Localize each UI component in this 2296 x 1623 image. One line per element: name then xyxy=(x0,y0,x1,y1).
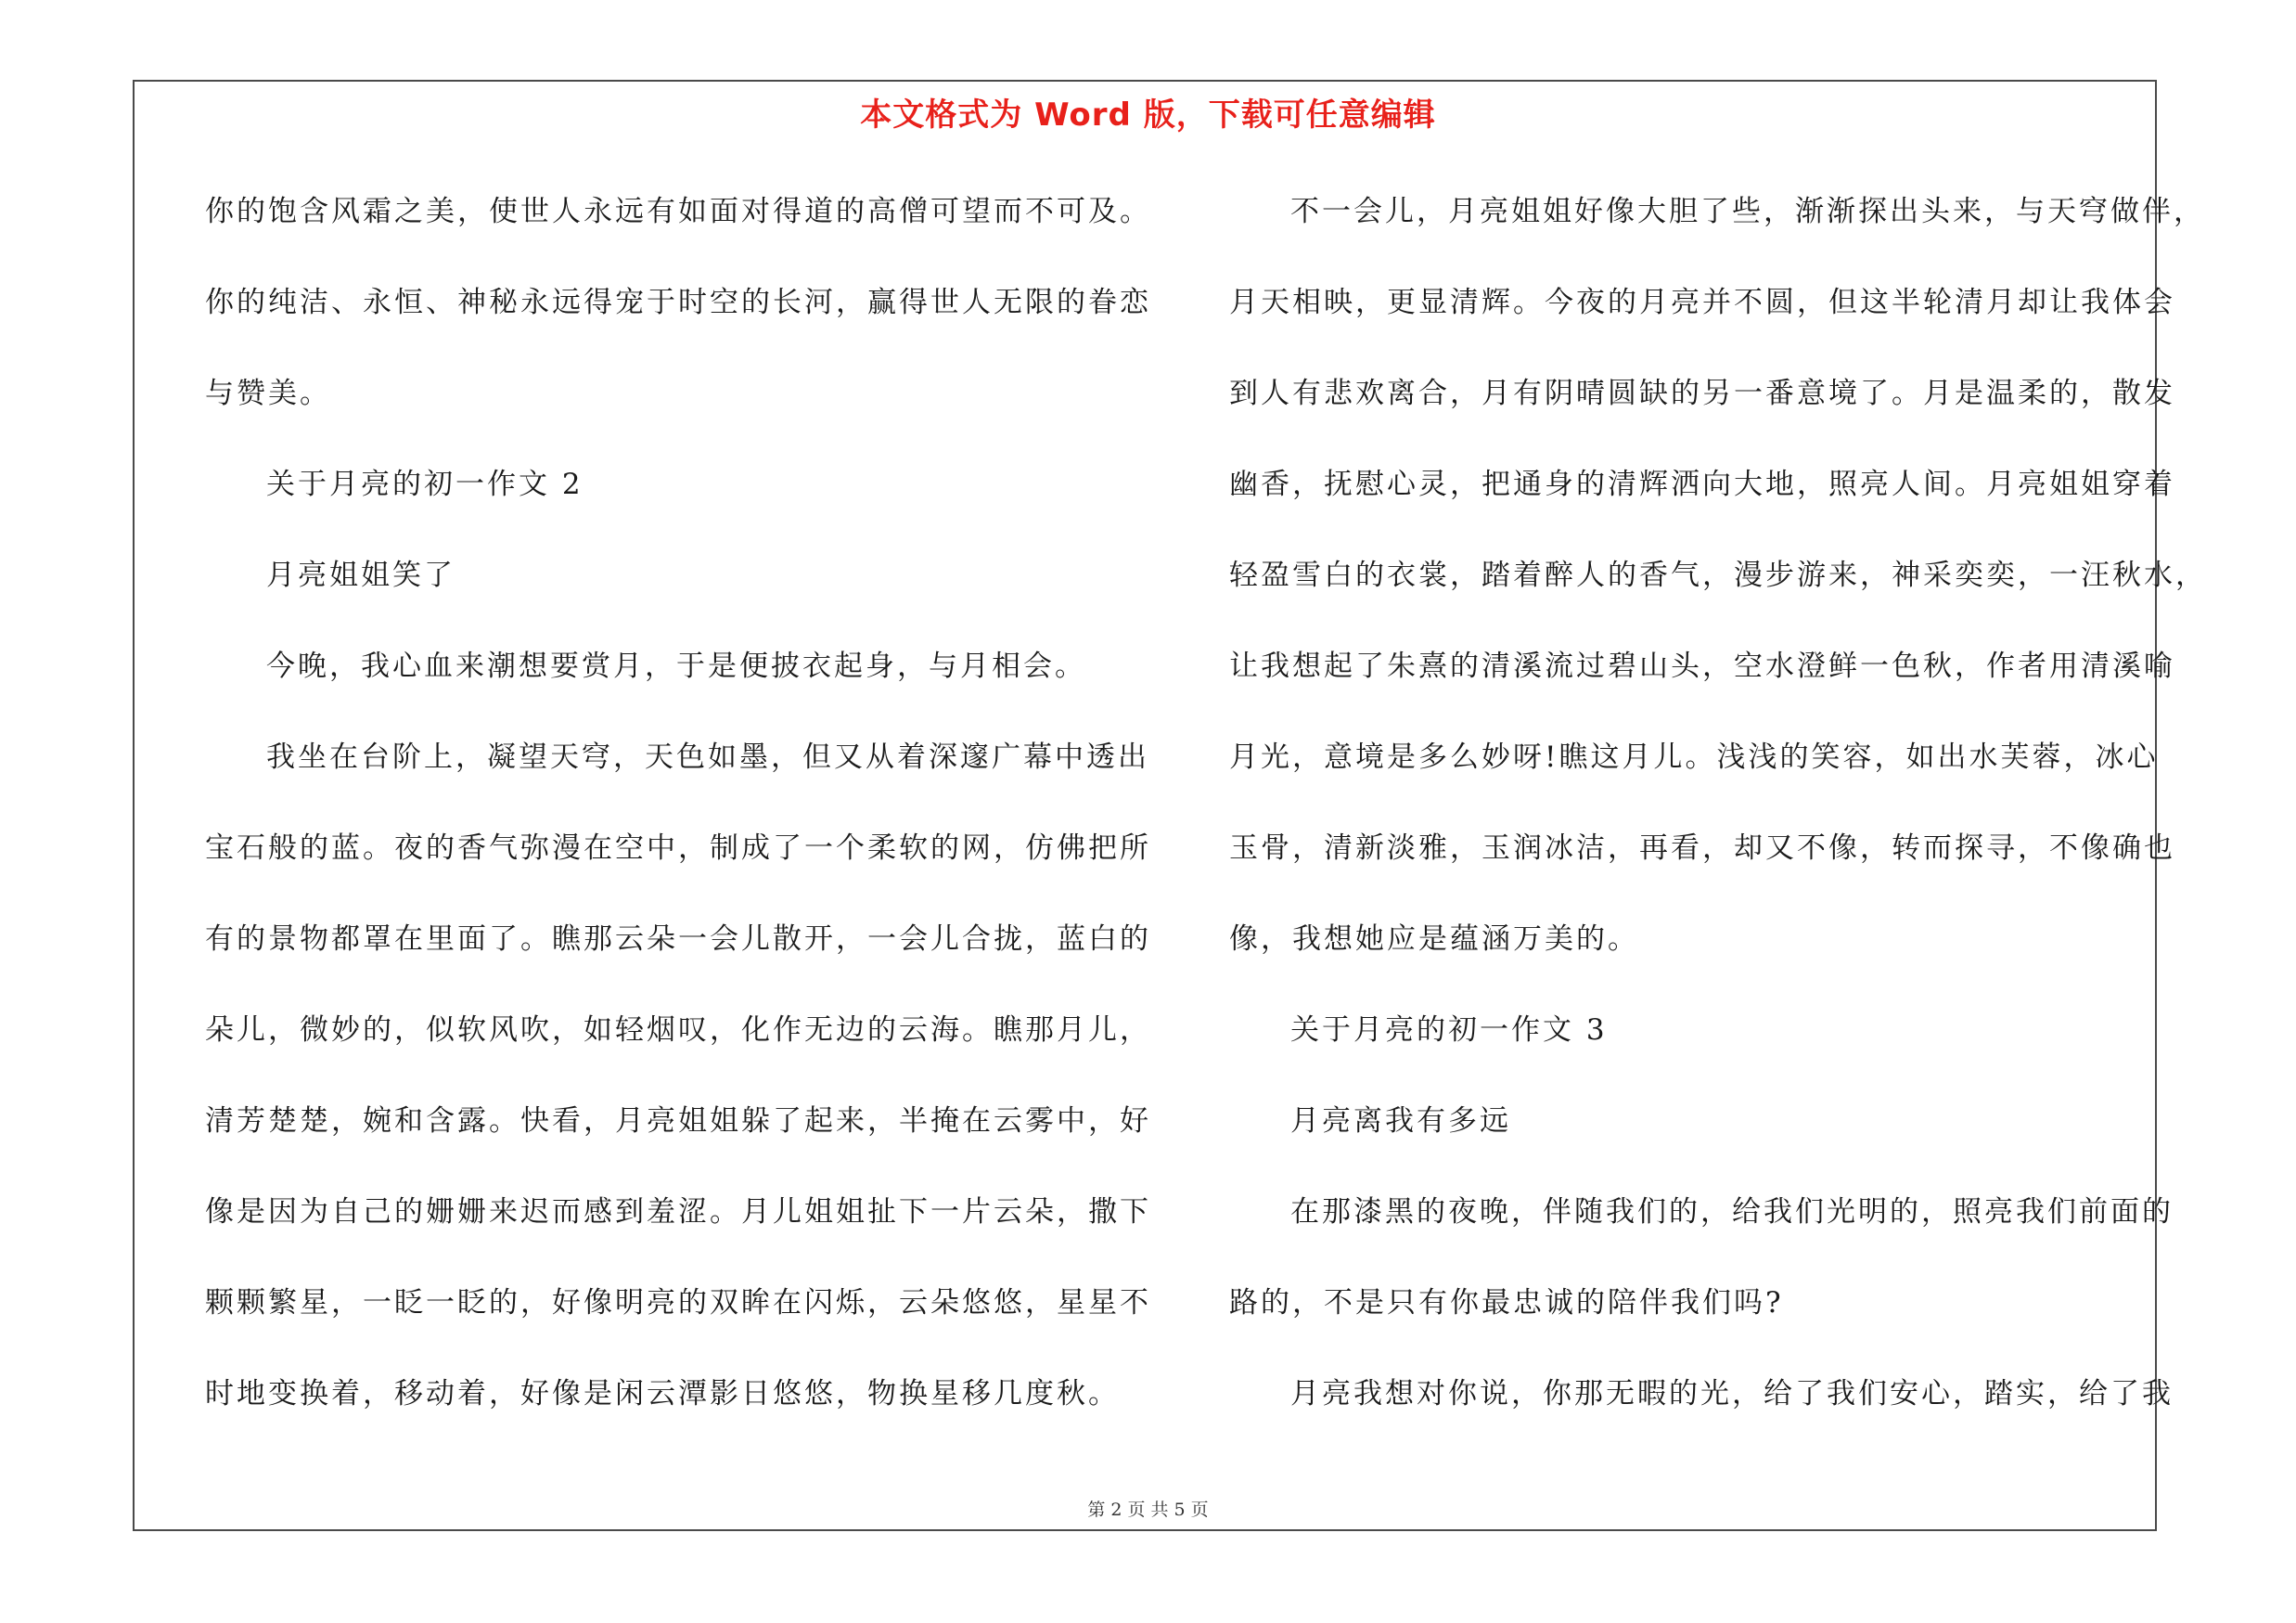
text-line: 朵儿，微妙的，似软风吹，如轻烟叹，化作无边的云海。瞧那月儿， xyxy=(205,1013,1151,1047)
text-line: 月光，意境是多么妙呀!瞧这月儿。浅浅的笑容，如出水芙蓉，冰心 xyxy=(1229,741,2159,774)
text-line: 颗颗繁星，一眨一眨的，好像明亮的双眸在闪烁，云朵悠悠，星星不 xyxy=(205,1286,1151,1320)
text-line: 时地变换着，移动着，好像是闲云潭影日悠悠，物换星移几度秋。 xyxy=(205,1377,1120,1410)
text-line: 像，我想她应是蕴涵万美的。 xyxy=(1229,922,1639,956)
text-line: 你的饱含风霜之美，使世人永远有如面对得道的高僧可望而不可及。 xyxy=(205,195,1151,228)
text-line: 你的纯洁、永恒、神秘永远得宠于时空的长河，赢得世人无限的眷恋 xyxy=(205,286,1151,319)
left-column xyxy=(205,181,1151,1454)
text-line: 轻盈雪白的衣裳，踏着醉人的香气，漫步游来，神采奕奕，一汪秋水， xyxy=(1229,559,2207,592)
text-line: 清芳楚楚，婉和含露。快看，月亮姐姐躲了起来，半掩在云雾中，好 xyxy=(205,1104,1151,1138)
text-line: 路的，不是只有你最忠诚的陪伴我们吗? xyxy=(1229,1286,1784,1320)
text-line: 在那漆黑的夜晚，伴随我们的，给我们光明的，照亮我们前面的 xyxy=(1290,1195,2174,1229)
text-line: 宝石般的蓝。夜的香气弥漫在空中，制成了一个柔软的网，仿佛把所 xyxy=(205,831,1151,865)
text-line: 有的景物都罩在里面了。瞧那云朵一会儿散开，一会儿合拢，蓝白的 xyxy=(205,922,1151,956)
text-line: 玉骨，清新淡雅，玉润冰洁，再看，却又不像，转而探寻，不像确也 xyxy=(1229,831,2175,865)
text-line: 像是因为自己的姗姗来迟而感到羞涩。月儿姐姐扯下一片云朵，撒下 xyxy=(205,1195,1151,1229)
text-line: 让我想起了朱熹的清溪流过碧山头，空水澄鲜一色秋，作者用清溪喻 xyxy=(1229,650,2175,683)
text-line: 月天相映，更显清辉。今夜的月亮并不圆，但这半轮清月却让我体会 xyxy=(1229,286,2175,319)
essay-title: 月亮离我有多远 xyxy=(1290,1104,1511,1138)
essay-heading: 关于月亮的初一作文 3 xyxy=(1290,1013,1608,1047)
text-line: 幽香，抚慰心灵，把通身的清辉洒向大地，照亮人间。月亮姐姐穿着 xyxy=(1229,468,2175,501)
essay-title: 月亮姐姐笑了 xyxy=(266,559,455,592)
text-line: 月亮我想对你说，你那无暇的光，给了我们安心，踏实，给了我 xyxy=(1290,1377,2174,1410)
essay-heading: 关于月亮的初一作文 2 xyxy=(266,468,584,501)
page-number: 第 2 页 共 5 页 xyxy=(1087,1500,1209,1520)
format-banner: 本文格式为 Word 版，下载可任意编辑 xyxy=(860,97,1436,134)
text-line: 今晚，我心血来潮想要赏月，于是便披衣起身，与月相会。 xyxy=(266,650,1086,683)
right-column xyxy=(1229,181,2207,1454)
text-line: 不一会儿，月亮姐姐好像大胆了些，渐渐探出头来，与天穹做伴， xyxy=(1290,195,2205,228)
text-line: 我坐在台阶上，凝望天穹，天色如墨，但又从着深邃广幕中透出 xyxy=(266,741,1149,774)
text-line: 与赞美。 xyxy=(205,377,331,410)
text-line: 到人有悲欢离合，月有阴晴圆缺的另一番意境了。月是温柔的，散发 xyxy=(1229,377,2175,410)
